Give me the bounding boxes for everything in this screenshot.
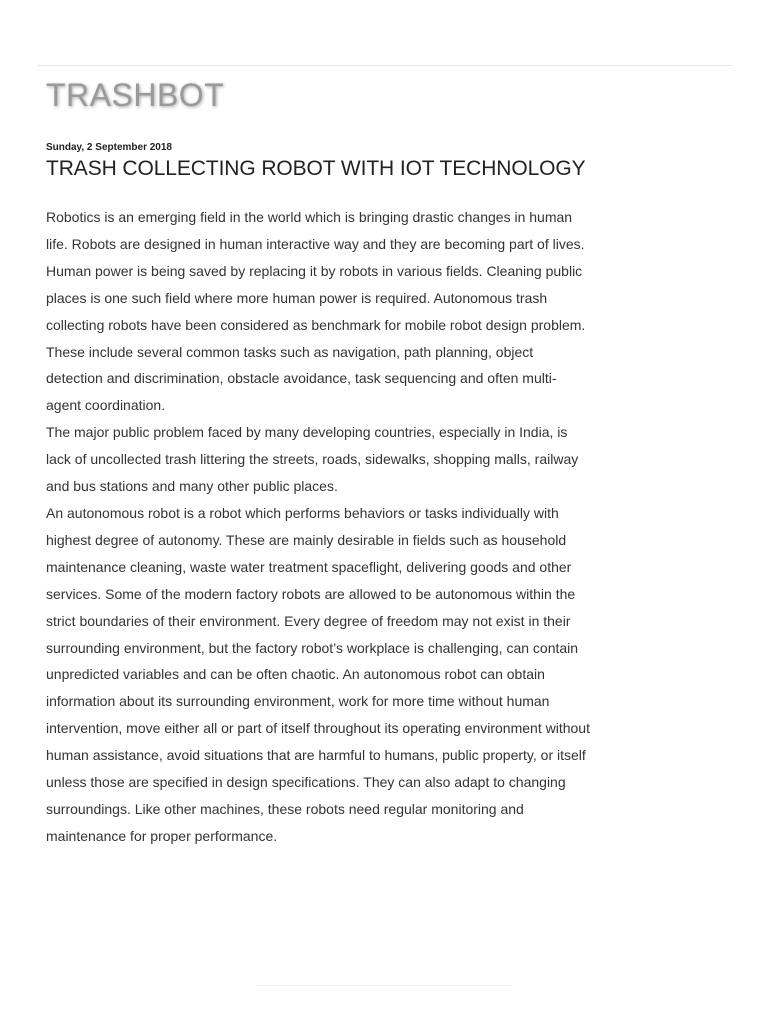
post-body bbox=[46, 204, 591, 850]
footer-divider bbox=[256, 985, 512, 986]
post-paragraph: Robotics is an emerging field in the world which is bringing drastic changes in human life. Robots are designed in human interactive way and they are becoming part of lives. Human power is being saved by replacing it by robots in various fields. Cleaning public places is one such field where more human power is required. Autonomous trash collecting robots have been considered as benchmark for mobile robot design problem. These include several common tasks such as navigation, path planning, object detection and discrimination, obstacle avoidance, task sequencing and often multi-agent coordination. bbox=[46, 209, 586, 414]
blog-title-link[interactable]: TRASHBOT bbox=[46, 77, 225, 113]
header-divider bbox=[37, 65, 732, 66]
post-paragraph: An autonomous robot is a robot which performs behaviors or tasks individually with highest degree of autonomy. These are mainly desirable in fields such as household maintenance cleaning, waste water treatment spaceflight, delivering goods and other services. Some of the modern factory robots are allowed to be autonomous within the strict boundaries of their environment. Every degree of freedom may not exist in their surrounding environment, but the factory robot’s workplace is challenging, can contain unpredicted variables and can be often chaotic. An autonomous robot can obtain information about its surrounding environment, work for more time without human intervention, move either all or part of itself throughout its operating environment without human assistance, avoid situations that are harmful to humans, public property, or itself unless those are specified in design specifications. They can also adapt to changing surroundings. Like other machines, these robots need regular monitoring and maintenance for proper performance. bbox=[46, 504, 590, 844]
post-title[interactable]: TRASH COLLECTING ROBOT WITH IOT TECHNOLOGY bbox=[46, 157, 586, 180]
blog-post bbox=[46, 142, 606, 850]
post-date: Sunday, 2 September 2018 bbox=[46, 142, 172, 153]
post-paragraph: The major public problem faced by many developing countries, especially in India, is lack of uncollected trash littering the streets, roads, sidewalks, shopping malls, railway and bus stations and many other public places. bbox=[46, 424, 579, 495]
